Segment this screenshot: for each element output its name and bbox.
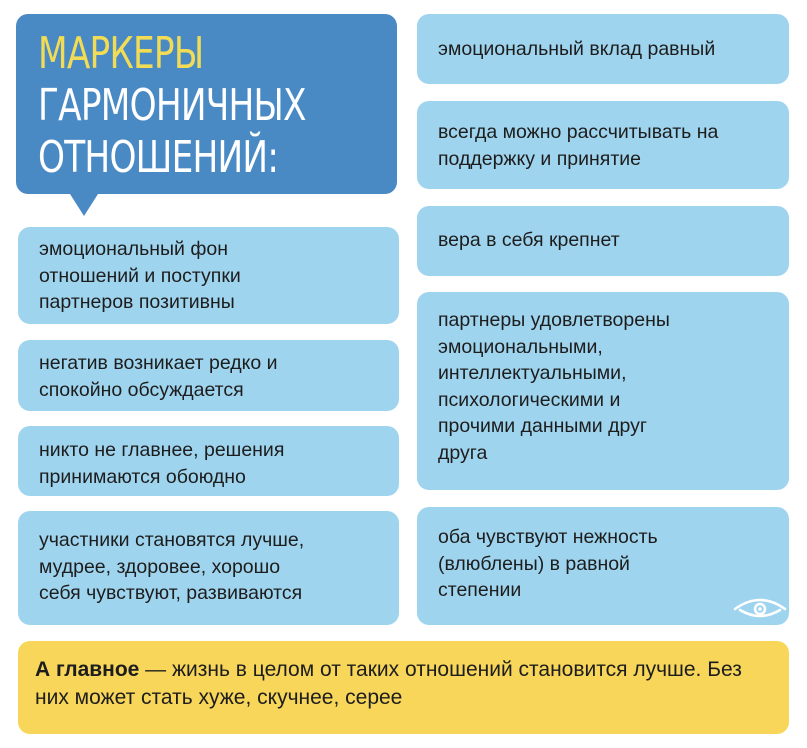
marker-text: эмоциональный фон отношений и поступки партнеров позитивны	[39, 238, 241, 313]
marker-text: эмоциональный вклад равный	[438, 38, 716, 60]
conclusion-box	[18, 641, 789, 734]
title-line-1: МАРКЕРЫ	[38, 28, 204, 79]
title-line-2: ГАРМОНИЧНЫХ	[38, 80, 306, 131]
marker-card-equal-contribution	[417, 14, 789, 84]
marker-text: никто не главнее, решения принимаются обоюдно	[39, 439, 285, 488]
marker-text: оба чувствуют нежность (влюблены) в равной степении	[438, 526, 658, 601]
marker-card-negativity-rare	[18, 340, 399, 411]
marker-text: всегда можно рассчитывать на поддержку и принятие	[438, 121, 719, 170]
marker-card-satisfaction	[417, 292, 789, 490]
marker-card-equal-decisions	[18, 426, 399, 496]
marker-card-partners-grow	[18, 511, 399, 625]
marker-text: партнеры удовлетворены эмоциональными, интеллектуальными, психологическими и прочими данными друг друга	[438, 309, 670, 464]
conclusion-bold: А главное	[35, 658, 140, 681]
marker-card-self-belief	[417, 206, 789, 276]
marker-text: участники становятся лучше, мудрее, здоровее, хорошо себя чувствуют, развиваются	[39, 529, 305, 604]
marker-text: вера в себя крепнет	[438, 229, 620, 251]
conclusion-text: — жизнь в целом от таких отношений становится лучше. Без них может стать хуже, скучнее, серее	[35, 658, 742, 709]
title-line-3: ОТНОШЕНИЙ:	[38, 132, 279, 183]
marker-card-support	[417, 101, 789, 189]
title-banner	[16, 14, 397, 194]
marker-text: негатив возникает редко и спокойно обсуждается	[39, 352, 278, 401]
marker-card-emotional-background	[18, 227, 399, 324]
eye-icon	[732, 594, 788, 624]
